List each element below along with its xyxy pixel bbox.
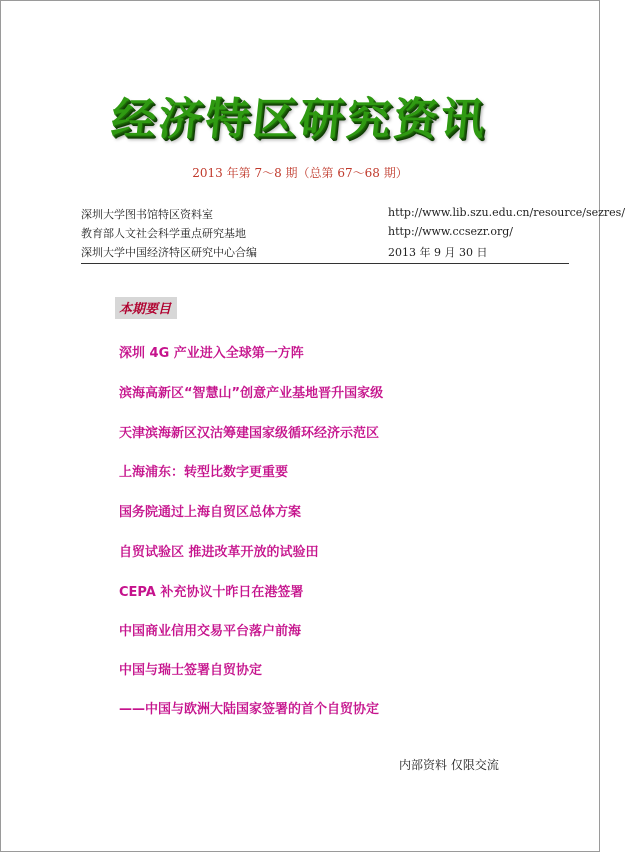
toc-item[interactable]: 国务院通过上海自贸区总体方案 bbox=[119, 505, 302, 520]
toc-heading: 本期要目 bbox=[115, 297, 177, 319]
footer-note: 内部资料 仅限交流 bbox=[399, 758, 499, 772]
toc-item-subtitle[interactable]: ——中国与欧洲大陆国家签署的首个自贸协定 bbox=[119, 702, 380, 717]
toc-item[interactable]: 中国商业信用交易平台落户前海 bbox=[119, 624, 302, 639]
toc-item[interactable]: 上海浦东：转型比数字更重要 bbox=[119, 465, 289, 480]
header-divider bbox=[81, 263, 569, 264]
publisher-url-2[interactable]: http://www.ccsezr.org/ bbox=[388, 225, 513, 238]
toc-item[interactable]: CEPA 补充协议十昨日在港签署 bbox=[119, 585, 304, 600]
toc-item[interactable]: 滨海高新区“智慧山”创意产业基地晋升国家级 bbox=[119, 386, 384, 401]
toc-item[interactable]: 自贸试验区 推进改革开放的试验田 bbox=[119, 545, 319, 560]
publisher-name-1: 深圳大学图书馆特区资料室 bbox=[81, 208, 213, 221]
toc-item[interactable]: 深圳 4G 产业进入全球第一方阵 bbox=[119, 346, 304, 361]
toc-item[interactable]: 天津滨海新区汉沽筹建国家级循环经济示范区 bbox=[119, 426, 380, 441]
issue-number: 2013 年第 7～8 期（总第 67～68 期） bbox=[192, 166, 408, 180]
publisher-name-2: 教育部人文社会科学重点研究基地 bbox=[81, 227, 246, 240]
publisher-name-3: 深圳大学中国经济特区研究中心合编 bbox=[81, 246, 257, 259]
masthead-title: 经济特区研究资讯 bbox=[108, 94, 491, 145]
toc-item[interactable]: 中国与瑞士签署自贸协定 bbox=[119, 663, 263, 678]
publisher-url-1[interactable]: http://www.lib.szu.edu.cn/resource/sezres/ bbox=[388, 206, 625, 219]
publication-date: 2013 年 9 月 30 日 bbox=[388, 246, 488, 259]
